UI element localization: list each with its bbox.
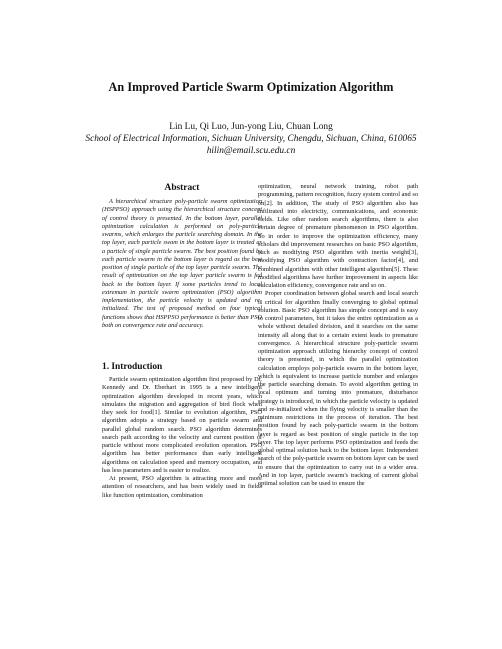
paragraph: Proper coordination between global search and local search is critical for algorithm finally converging to global optimal solution. Basic PSO algorithm has simple concept and is easy to control parameters, but it takes the entire optimization as a whole without detailed division, and it searches on the same intensity all along that to a certain extent leads to premature convergence. A hierarchical structure poly-particle swarm optimization approach utilizing hierarchy concept of control theory is presented, in which the parallel optimization calculation employs poly-particle swarm in the bottom layer, which is equivalent to increase particle number and enlarges the particle searching domain. To avoid algorithm getting in local optimum and turning into premature, disturbance strategy is introduced, in which the particle velocity is updated and re-initialized when the flying velocity is smaller than the minimum restrictions in the process of iteration. The best position found by each poly-particle swarm in the bottom layer is regard as best position of single particle in the top layer. The top layer performs PSO optimization and feeds the global optimal solution back to the bottom layer. Independent search of the poly-particle swarm on bottom layer can be used to ensure that the optimization to carry out in a wider area. And in top layer, particle swarm's tracking of current global optimal solution can be used to ensure the bbox=[258, 290, 418, 487]
right-column bbox=[258, 183, 418, 488]
abstract-text: A hierarchical structure poly-particle swarm optimization (HSPPSO) approach using the hierarchical structure concept of control theory is presented. In the bottom layer, parallel optimization calculation is performed on poly-particle swarms, which enlarges the particle searching domain. In the top layer, each particle swam in the bottom layer is treated as a particle of single particle swarm. The best position found by each particle swarm in the bottom layer is regard as the best position of single particle of the top layer particle swarm. The result of optimization on the top layer particle swarm is fed back to the bottom layer. If some particles trend to local extremum in particle swarm optimization (PSO) algorithm implementation, the particle velocity is updated and re-initialized. The test of proposed method on four typical functions shows that HSPPSO performance is better than PSO both on convergence rate and accuracy. bbox=[102, 198, 262, 329]
paragraph: optimization, neural network training, robot path programming, pattern recognition, fuzzy system control and so on[2]. In addition, The study of PSO algorithm also has infiltrated into electricity, communications, and economic fields. Like other random search algorithms, there is also certain degree of premature phenomenon in PSO algorithm. So in order to improve the optimization efficiency, many scholars did improvement researches on basic PSO algorithm, such as modifying PSO algorithm with inertia weight[3], modifying PSO algorithm with contraction factor[4], and combined algorithm with other intelligent algorithm[5]. These modified algorithms have further improvement in aspects like calculation efficiency, convergence rate and so on. bbox=[258, 183, 418, 289]
paper-authors: Lin Lu, Qi Luo, Jun-yong Liu, Chuan Long bbox=[169, 122, 333, 132]
abstract-heading: Abstract bbox=[164, 183, 200, 193]
paragraph: Particle swarm optimization algorithm first proposed by Dr. Kennedy and Dr. Eberhart in 1995 is a new intelligent optimization algorithm developed in recent years, which simulates the migration and aggregation of bird flock when they seek for food[1]. Similar to evolution algorithm, PSO algorithm adopts a strategy based on particle swarm and parallel global random search. PSO algorithm determines search path according to the velocity and current position of particle without more complicated evolution operation. PSO algorithm has better performance than early intelligent algorithms on calculation speed and memory occupation, and has less parameters and is easier to realize. bbox=[102, 376, 262, 474]
section-heading-introduction: 1. Introduction bbox=[102, 362, 163, 372]
paper-email[interactable]: hilin@email.scu.edu.cn bbox=[206, 146, 296, 156]
introduction-body bbox=[102, 376, 262, 500]
paper-affiliation: School of Electrical Information, Sichuan University, Chengdu, Sichuan, China, 610065 bbox=[85, 134, 417, 144]
paper-title: An Improved Particle Swarm Optimization Algorithm bbox=[108, 80, 394, 94]
paragraph: At present, PSO algorithm is attracting more and more attention of researchers, and has been widely used in fields like function optimization, combination bbox=[102, 475, 262, 499]
